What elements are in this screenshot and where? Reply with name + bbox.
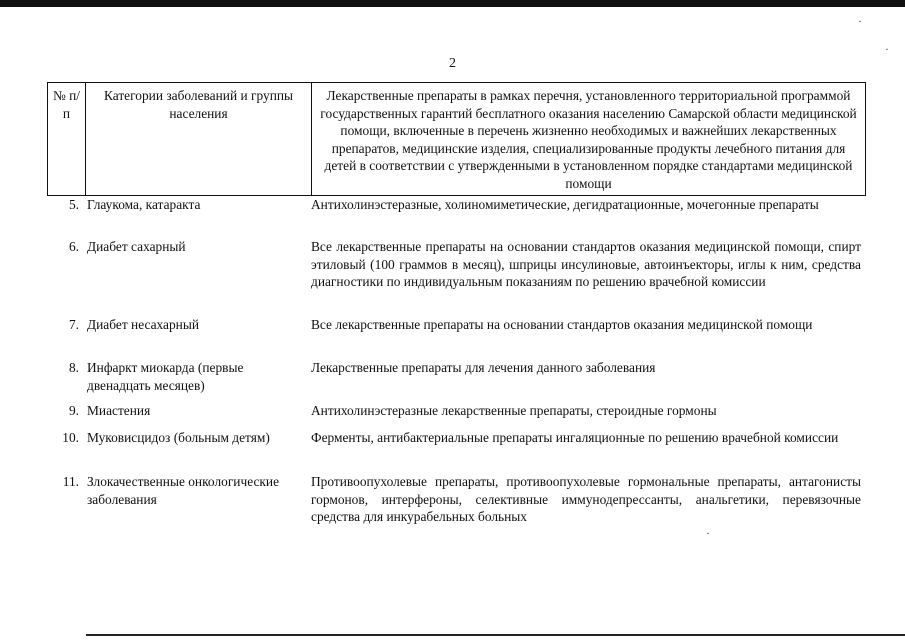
row-number: 6. (68, 239, 79, 254)
top-border (0, 0, 905, 7)
scan-artifact: · (706, 526, 710, 540)
row-number: 7. (68, 317, 79, 332)
row-category: Диабет сахарный (87, 239, 186, 254)
row-number: 5. (68, 197, 79, 212)
row-medicines: Антихолинэстеразные лекарственные препараты, стероидные гормоны (311, 403, 717, 418)
header-medicines: Лекарственные препараты в рамках перечня, установленного территориальной программой государственных гарантий бесплатного оказания населению Самарской области медицинской помощи, включенные в перечень жизненно необходимых и важнейших лекарственных препаратов, медицинские изделия, специализированные продукты лечебного питания для детей в соответствии с утвержденными в установленном порядке стандартами медицинской помощи (312, 83, 866, 196)
row-number: 10. (62, 430, 79, 445)
header-category: Категории заболеваний и группы населения (86, 83, 312, 196)
table-header (47, 82, 866, 196)
row-category: Инфаркт миокарда (первые двенадцать месяцев) (87, 360, 244, 393)
row-number: 11. (62, 474, 79, 489)
scan-artifact: · (885, 42, 889, 56)
row-medicines: Все лекарственные препараты на основании стандартов оказания медицинской помощи, спирт этиловый (100 граммов в месяц), шприцы инсулиновые, автоинъекторы, иглы к ним, средства диагностики по индивидуальным показаниям по решению врачебной комиссии (311, 239, 861, 289)
scan-artifact: · (858, 14, 862, 28)
row-category: Миастения (87, 403, 151, 418)
row-medicines: Противоопухолевые препараты, противоопухолевые гормональные препараты, антагонисты гормонов, интерфероны, селективные иммунодепрессанты, анальгетики, перевязочные средства для инкурабельных больных (311, 474, 861, 524)
row-medicines: Антихолинэстеразные, холиномиметические, дегидратационные, мочегонные препараты (311, 197, 819, 212)
row-medicines: Ферменты, антибактериальные препараты ингаляционные по решению врачебной комиссии (311, 430, 839, 445)
row-category: Глаукома, катаракта (87, 197, 201, 212)
header-num: № п/п (48, 83, 86, 196)
bottom-border (86, 634, 905, 636)
row-category: Диабет несахарный (87, 317, 200, 332)
row-category: Злокачественные онкологические заболевания (87, 474, 280, 507)
row-medicines: Лекарственные препараты для лечения данного заболевания (311, 360, 656, 375)
row-category: Муковисцидоз (больным детям) (87, 430, 270, 445)
row-medicines: Все лекарственные препараты на основании стандартов оказания медицинской помощи (311, 317, 813, 332)
row-number: 8. (68, 360, 79, 375)
page-number: 2 (449, 56, 456, 71)
row-number: 9. (68, 403, 79, 418)
